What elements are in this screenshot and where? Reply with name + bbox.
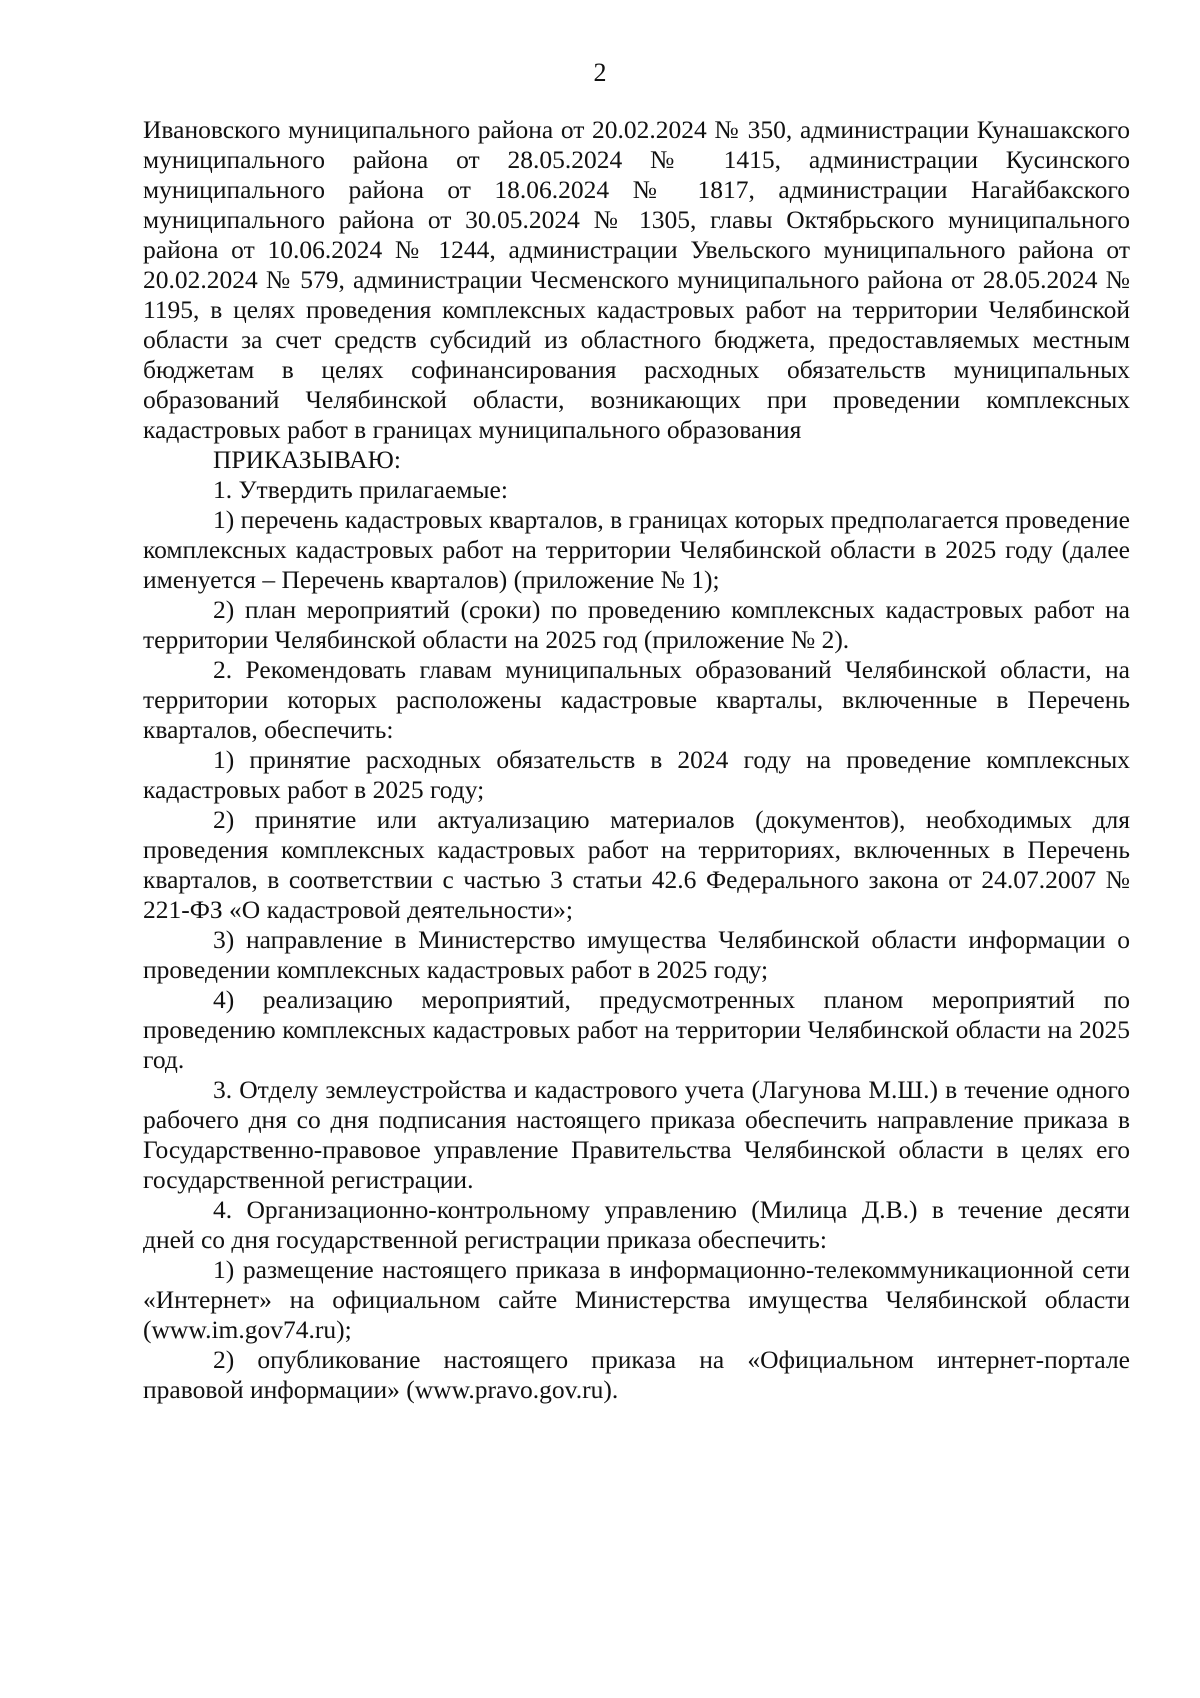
item-2-4: 4) реализацию мероприятий, предусмотренных планом мероприятий по проведению комплексных кадастровых работ на территории Челябинской области на 2025 год.: [143, 985, 1130, 1074]
document-body: [143, 115, 1130, 1405]
intro-paragraph: Ивановского муниципального района от 20.02.2024 № 350, администрации Кунашакского муниципального района от 28.05.2024 № 1415, администрации Кусинского муниципального района от 18.06.2024 № 1817, администрации Нагайбакского муниципального района от 30.05.2024 № 1305, главы Октябрьского муниципального района от 10.06.2024 № 1244, администрации Увельского муниципального района от 20.02.2024 № 579, администрации Чесменского муниципального района от 28.05.2024 № 1195, в целях проведения комплексных кадастровых работ на территории Челябинской области за счет средств субсидий из областного бюджета, предоставляемых местным бюджетам в целях софинансирования расходных обязательств муниципальных образований Челябинской области, возникающих при проведении комплексных кадастровых работ в границах муниципального образования: [143, 115, 1130, 444]
item-4-2: 2) опубликование настоящего приказа на «Официальном интернет-портале правовой информации» (www.pravo.gov.ru).: [143, 1345, 1130, 1404]
item-3: 3. Отделу землеустройства и кадастрового учета (Лагунова М.Ш.) в течение одного рабочего дня со дня подписания настоящего приказа обеспечить направление приказа в Государственно-правовое управление Правительства Челябинской области в целях его государственной регистрации.: [143, 1075, 1130, 1194]
item-1-1: 1) перечень кадастровых кварталов, в границах которых предполагается проведение комплексных кадастровых работ на территории Челябинской области в 2025 году (далее именуется – Перечень кварталов) (приложение № 1);: [143, 505, 1130, 594]
item-1-2: 2) план мероприятий (сроки) по проведению комплексных кадастровых работ на территории Челябинской области на 2025 год (приложение № 2).: [143, 595, 1130, 654]
item-2: 2. Рекомендовать главам муниципальных образований Челябинской области, на территории которых расположены кадастровые кварталы, включенные в Перечень кварталов, обеспечить:: [143, 655, 1130, 744]
item-2-2: 2) принятие или актуализацию материалов (документов), необходимых для проведения комплексных кадастровых работ на территориях, включенных в Перечень кварталов, в соответствии с частью 3 статьи 42.6 Федерального закона от 24.07.2007 № 221-ФЗ «О кадастровой деятельности»;: [143, 805, 1130, 924]
order-word: ПРИКАЗЫВАЮ:: [213, 445, 401, 474]
item-2-1: 1) принятие расходных обязательств в 2024 году на проведение комплексных кадастровых работ в 2025 году;: [143, 745, 1130, 804]
item-1: 1. Утвердить прилагаемые:: [213, 475, 508, 504]
item-4-1: 1) размещение настоящего приказа в информационно-телекоммуникационной сети «Интернет» на официальном сайте Министерства имущества Челябинской области (www.im.gov74.ru);: [143, 1255, 1130, 1344]
page-number: 2: [593, 58, 607, 87]
item-4: 4. Организационно-контрольному управлению (Милица Д.В.) в течение десяти дней со дня государственной регистрации приказа обеспечить:: [143, 1195, 1130, 1254]
item-2-3: 3) направление в Министерство имущества Челябинской области информации о проведении комплексных кадастровых работ в 2025 году;: [143, 925, 1130, 984]
